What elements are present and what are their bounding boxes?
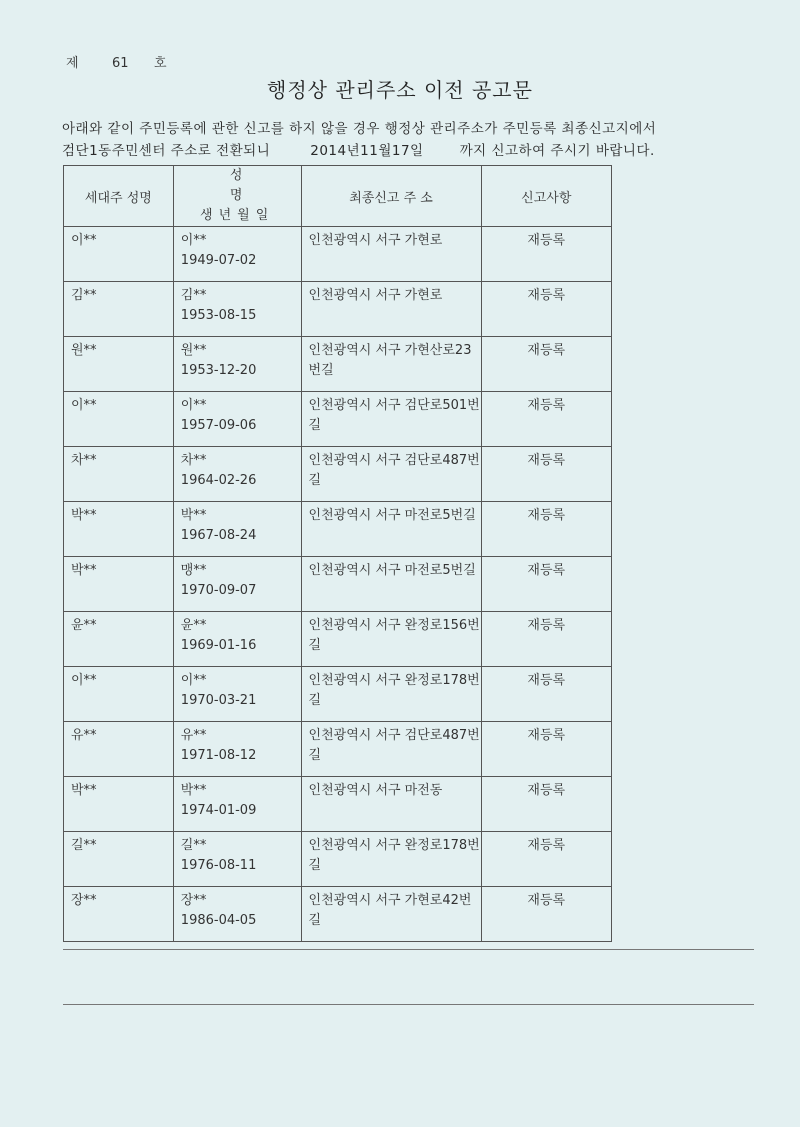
last-address: 인천광역시 서구 마전로5번길 <box>308 563 476 578</box>
issue-number <box>66 52 167 71</box>
birth-date: 1970-03-21 <box>180 693 257 708</box>
table-row <box>64 392 612 447</box>
last-address: 인천광역시 서구 마전로5번길 <box>308 508 476 523</box>
cell-report <box>481 502 611 557</box>
last-address: 인천광역시 서구 완정로178번길 <box>308 673 480 708</box>
table-row <box>64 282 612 337</box>
cell-report <box>481 557 611 612</box>
table-row <box>64 337 612 392</box>
report-type: 재등록 <box>527 508 566 523</box>
intro-line-2 <box>62 140 656 162</box>
report-type: 재등록 <box>527 288 566 303</box>
birth-date: 1953-12-20 <box>180 363 257 378</box>
birth-date: 1969-01-16 <box>180 638 257 653</box>
cell-report <box>481 282 611 337</box>
birth-date: 1964-02-26 <box>180 473 257 488</box>
report-type: 재등록 <box>527 838 566 853</box>
table-row <box>64 722 612 777</box>
cell-householder <box>64 832 174 887</box>
last-address: 인천광역시 서구 가현로42번길 <box>308 893 472 928</box>
person-name: 박** <box>180 783 207 798</box>
householder-name: 유** <box>71 728 97 743</box>
report-type: 재등록 <box>527 893 566 908</box>
cell-name-birth <box>173 337 301 392</box>
householder-name: 원** <box>71 343 97 358</box>
table-row <box>64 777 612 832</box>
intro-text <box>62 118 656 162</box>
cell-report <box>481 832 611 887</box>
cell-name-birth <box>173 227 301 282</box>
cell-address <box>301 337 481 392</box>
cell-householder <box>64 502 174 557</box>
cell-householder <box>64 227 174 282</box>
birth-date: 1986-04-05 <box>180 913 257 928</box>
last-address: 인천광역시 서구 가현로 <box>308 233 443 248</box>
cell-address <box>301 887 481 942</box>
cell-householder <box>64 392 174 447</box>
person-name: 장** <box>180 893 207 908</box>
cell-report <box>481 667 611 722</box>
householder-name: 길** <box>71 838 97 853</box>
cell-address <box>301 502 481 557</box>
report-type: 재등록 <box>527 618 566 633</box>
divider-line <box>63 1004 754 1005</box>
cell-householder <box>64 667 174 722</box>
cell-name-birth <box>173 392 301 447</box>
last-address: 인천광역시 서구 가현로 <box>308 288 443 303</box>
intro-line-2-start: 검단1동주민센터 주소로 전환되니 <box>62 143 271 159</box>
divider-line <box>63 949 754 950</box>
cell-householder <box>64 557 174 612</box>
birth-date: 1971-08-12 <box>180 748 257 763</box>
cell-name-birth <box>173 667 301 722</box>
last-address: 인천광역시 서구 검단로487번길 <box>308 728 480 763</box>
householder-name: 박** <box>71 783 97 798</box>
cell-address <box>301 447 481 502</box>
cell-address <box>301 777 481 832</box>
table-row <box>64 557 612 612</box>
person-name: 원** <box>180 343 207 358</box>
cell-address <box>301 557 481 612</box>
cell-householder <box>64 447 174 502</box>
report-type: 재등록 <box>527 398 566 413</box>
report-type: 재등록 <box>527 233 566 248</box>
person-name: 이** <box>180 233 207 248</box>
report-type: 재등록 <box>527 673 566 688</box>
last-address: 인천광역시 서구 완정로156번길 <box>308 618 480 653</box>
cell-householder <box>64 337 174 392</box>
intro-line-2-end: 까지 신고하여 주시기 바랍니다. <box>459 143 655 159</box>
header-householder: 세대주 성명 <box>64 166 174 227</box>
cell-report <box>481 337 611 392</box>
birth-date: 1953-08-15 <box>180 308 257 323</box>
issue-suffix: 호 <box>154 56 167 71</box>
header-name: 성명 <box>229 168 291 203</box>
cell-name-birth <box>173 887 301 942</box>
cell-name-birth <box>173 447 301 502</box>
table-body <box>64 227 612 942</box>
person-name: 이** <box>180 673 207 688</box>
person-name: 이** <box>180 398 207 413</box>
person-name: 차** <box>180 453 207 468</box>
header-report: 신고사항 <box>481 166 611 227</box>
header-name-birth <box>173 166 301 227</box>
notice-table <box>63 165 612 942</box>
report-type: 재등록 <box>527 783 566 798</box>
page-title: 행정상 관리주소 이전 공고문 <box>267 78 533 102</box>
last-address: 인천광역시 서구 마전동 <box>308 783 443 798</box>
householder-name: 박** <box>71 508 97 523</box>
person-name: 박** <box>180 508 207 523</box>
table-row <box>64 447 612 502</box>
person-name: 맹** <box>180 563 207 578</box>
person-name: 유** <box>180 728 207 743</box>
cell-name-birth <box>173 557 301 612</box>
birth-date: 1949-07-02 <box>180 253 257 268</box>
cell-name-birth <box>173 832 301 887</box>
table-row <box>64 612 612 667</box>
cell-name-birth <box>173 502 301 557</box>
householder-name: 박** <box>71 563 97 578</box>
person-name: 길** <box>180 838 207 853</box>
cell-address <box>301 612 481 667</box>
last-address: 인천광역시 서구 완정로178번길 <box>308 838 480 873</box>
issue-value: 61 <box>112 56 129 71</box>
cell-name-birth <box>173 777 301 832</box>
table-row <box>64 227 612 282</box>
cell-address <box>301 832 481 887</box>
intro-line-1: 아래와 같이 주민등록에 관한 신고를 하지 않을 경우 행정상 관리주소가 주민등록 최종신고지에서 <box>62 121 657 137</box>
cell-report <box>481 777 611 832</box>
person-name: 김** <box>180 288 207 303</box>
birth-date: 1974-01-09 <box>180 803 257 818</box>
cell-report <box>481 612 611 667</box>
householder-name: 이** <box>71 233 97 248</box>
last-address: 인천광역시 서구 검단로487번길 <box>308 453 480 488</box>
report-type: 재등록 <box>527 728 566 743</box>
birth-date: 1970-09-07 <box>180 583 257 598</box>
cell-address <box>301 722 481 777</box>
householder-name: 차** <box>71 453 97 468</box>
householder-name: 김** <box>71 288 97 303</box>
birth-date: 1976-08-11 <box>180 858 257 873</box>
issue-prefix: 제 <box>66 56 79 71</box>
cell-householder <box>64 722 174 777</box>
cell-address <box>301 667 481 722</box>
cell-report <box>481 392 611 447</box>
cell-name-birth <box>173 282 301 337</box>
cell-name-birth <box>173 722 301 777</box>
cell-address <box>301 227 481 282</box>
header-address: 최종신고 주 소 <box>301 166 481 227</box>
cell-report <box>481 227 611 282</box>
birth-date: 1957-09-06 <box>180 418 257 433</box>
cell-householder <box>64 282 174 337</box>
table-header-row <box>64 166 612 227</box>
cell-householder <box>64 887 174 942</box>
cell-householder <box>64 777 174 832</box>
report-type: 재등록 <box>527 453 566 468</box>
last-address: 인천광역시 서구 가현산로23번길 <box>308 343 472 378</box>
person-name: 윤** <box>180 618 207 633</box>
birth-date: 1967-08-24 <box>180 528 257 543</box>
cell-address <box>301 392 481 447</box>
table-row <box>64 667 612 722</box>
householder-name: 윤** <box>71 618 97 633</box>
report-type: 재등록 <box>527 343 566 358</box>
deadline-date: 2014년11월17일 <box>310 143 424 159</box>
table-row <box>64 502 612 557</box>
cell-report <box>481 887 611 942</box>
cell-report <box>481 447 611 502</box>
header-birth: 생년월일 <box>200 208 275 223</box>
cell-householder <box>64 612 174 667</box>
cell-name-birth <box>173 612 301 667</box>
table-row <box>64 832 612 887</box>
cell-address <box>301 282 481 337</box>
last-address: 인천광역시 서구 검단로501번길 <box>308 398 480 433</box>
cell-report <box>481 722 611 777</box>
householder-name: 이** <box>71 673 97 688</box>
table-row <box>64 887 612 942</box>
householder-name: 장** <box>71 893 97 908</box>
householder-name: 이** <box>71 398 97 413</box>
report-type: 재등록 <box>527 563 566 578</box>
